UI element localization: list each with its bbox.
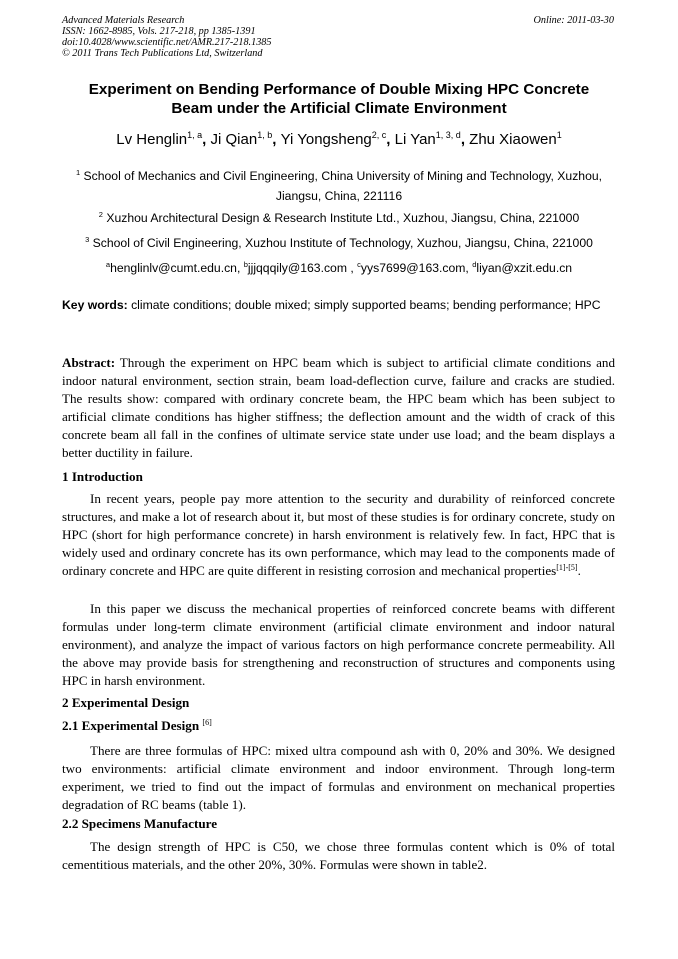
author-separator: ,	[272, 131, 281, 148]
author-affiliation-marker: 1, 3, d	[435, 130, 461, 140]
paragraph-end: .	[577, 563, 581, 578]
experimental-design-paragraph: There are three formulas of HPC: mixed ultra compound ash with 0, 20% and 30%. We designed two environments: artificial climate environment and indoor environment. Through long-term experiment, we tried to find out the impact of formulas and environment on mechanical properties degradation of RC beams (table 1).	[62, 743, 615, 812]
email-address[interactable]: liyan@xzit.edu.cn	[476, 261, 573, 275]
affiliation-text: School of Mechanics and Civil Engineering, China University of Mining and Technology, Xuzhou,	[83, 169, 603, 183]
affiliation-2	[62, 208, 616, 228]
affiliation-number: 1	[75, 168, 81, 177]
abstract-text: Through the experiment on HPC beam which is subject to artificial climate conditions and indoor natural environment, section strain, beam load-deflection curve, failure and cracks are studied. The results show: compared with ordinary concrete beam, the HPC beam which has been subject to artificial climate conditions has higher stiffness; the deflection amount and the width of crack of this concrete beam all fall in the confines of ultimate service state under use load; and the beam displays a better ductility in failure.	[62, 355, 615, 460]
section-heading-introduction: 1 Introduction	[62, 469, 143, 484]
title-line-2: Beam under the Artificial Climate Environment	[171, 100, 507, 117]
author-emails	[62, 258, 616, 278]
abstract-label: Abstract:	[62, 355, 116, 370]
author-affiliation-marker: 1	[556, 130, 562, 140]
abstract	[62, 354, 615, 462]
keywords-label: Key words:	[62, 298, 128, 312]
paragraph-text: In recent years, people pay more attention to the security and durability of reinforced concrete structures, and make a lot of research about it, but most of these studies is for ordinary concrete, study on HPC (short for high performance concrete) in harsh environment is relatively few. In fact, HPC that is widely used and ordinary concrete has its own performance, which may lead to the components made of ordinary concrete and HPC are quite different in resisting corrosion and mechanical properties	[62, 491, 615, 578]
specimens-paragraph: The design strength of HPC is C50, we chose three formulas content which is 0% of total cementitious materials, and the other 20%, 30%. Formulas were shown in table2.	[62, 839, 615, 872]
journal-header	[62, 15, 271, 59]
author-affiliation-marker: 1, b	[257, 130, 273, 140]
subsection-heading-2-2: 2.2 Specimens Manufacture	[62, 816, 218, 831]
subsection-heading-2-1	[62, 717, 615, 735]
journal-name: Advanced Materials Research	[62, 15, 185, 26]
author-list	[30, 130, 648, 150]
paper-title	[50, 80, 628, 118]
affiliation-text-continued: Jiangsu, China, 221116	[275, 189, 403, 203]
email-marker: d	[472, 260, 477, 269]
author-name: Ji Qian	[210, 131, 258, 148]
affiliation-1	[62, 166, 616, 206]
affiliation-text: School of Civil Engineering, Xuzhou Institute of Technology, Xuzhou, Jiangsu, China, 221000	[92, 236, 593, 250]
affiliation-text: Xuzhou Architectural Design & Research Institute Ltd., Xuzhou, Jiangsu, China, 221000	[106, 211, 580, 225]
introduction-paragraph-1	[62, 490, 615, 580]
email-address[interactable]: henglinlv@cumt.edu.cn,	[110, 261, 241, 275]
email-marker: a	[105, 260, 111, 269]
keywords	[62, 296, 615, 315]
affiliation-3	[62, 233, 616, 253]
author-separator: ,	[460, 131, 470, 148]
online-date: Online: 2011-03-30	[533, 15, 614, 26]
affiliation-number: 3	[85, 235, 90, 244]
copyright-line: © 2011 Trans Tech Publications Ltd, Switzerland	[62, 48, 263, 59]
subsection-title: 2.1 Experimental Design	[62, 718, 200, 733]
citation-ref: [6]	[202, 718, 212, 727]
citation-ref: [1]-[5]	[556, 563, 578, 572]
issn-line: ISSN: 1662-8985, Vols. 217-218, pp 1385-1391	[62, 26, 256, 37]
author-name: Li Yan	[394, 131, 436, 148]
author-affiliation-marker: 2, c	[371, 130, 387, 140]
keywords-text: climate conditions; double mixed; simply supported beams; bending performance; HPC	[127, 298, 601, 312]
title-line-1: Experiment on Bending Performance of Double Mixing HPC Concrete	[88, 81, 590, 98]
author-separator: ,	[386, 131, 395, 148]
author-name: Zhu Xiaowen	[469, 131, 557, 148]
email-marker: b	[243, 260, 248, 269]
section-heading-experimental-design: 2 Experimental Design	[62, 695, 190, 710]
author-name: Lv Henglin	[116, 131, 188, 148]
author-name: Yi Yongsheng	[280, 131, 372, 148]
email-address[interactable]: jjjqqqily@163.com ,	[247, 261, 354, 275]
introduction-paragraph-2: In this paper we discuss the mechanical properties of reinforced concrete beams with different formulas under long-term climate environment (artificial climate environment and indoor natural environment), and analyze the impact of various factors on high performance concrete permeability. All the above may provide basis for strengthening and reconstruction of structures and components using HPC in harsh environment.	[62, 601, 615, 688]
email-marker: c	[357, 260, 361, 269]
author-separator: ,	[202, 131, 211, 148]
author-affiliation-marker: 1, a	[187, 130, 203, 140]
email-address[interactable]: yys7699@163.com,	[360, 261, 469, 275]
doi-line: doi:10.4028/www.scientific.net/AMR.217-218.1385	[62, 37, 272, 48]
affiliation-number: 2	[98, 210, 103, 219]
